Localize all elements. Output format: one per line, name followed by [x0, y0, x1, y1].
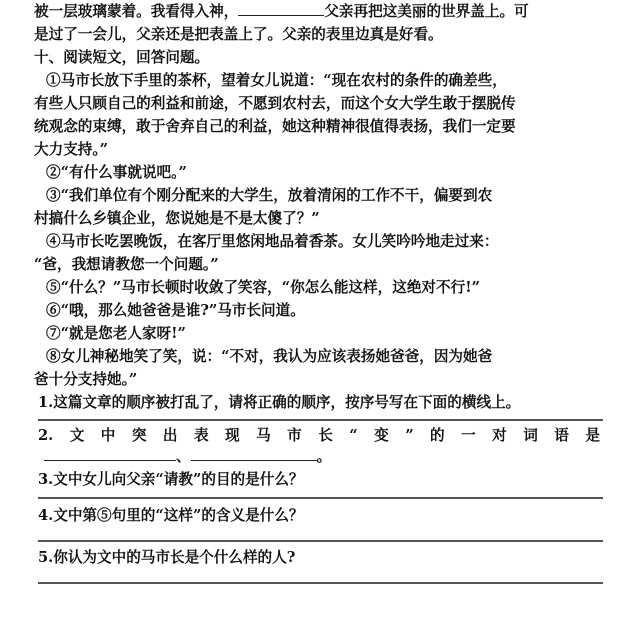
question-2-char: 是: [585, 427, 600, 444]
paragraph-3-line-1: ③“我们单位有个刚分配来的大学生，放着清闲的工作不干，偏要到农: [46, 187, 493, 204]
paragraph-8-line-1: ⑧女儿神秘地笑了笑，说：“不对，我认为应该表扬她爸爸，因为她爸: [46, 348, 493, 365]
text-line-2: 是过了一会儿，父亲还是把表盖上了。父亲的表里边真是好看。: [34, 26, 443, 43]
question-2-char: 突: [131, 427, 147, 444]
answer-line-5[interactable]: [38, 582, 603, 584]
question-2-char: “: [349, 427, 358, 444]
paragraph-5: ⑤“什么？”马市长顿时收敛了笑容，“你怎么能这样，这绝对不行!”: [46, 279, 481, 296]
paragraph-7: ⑦“就是您老人家呀!”: [46, 325, 186, 342]
question-2-char: 词: [523, 427, 538, 444]
paragraph-2: ②“有什么事就说吧。”: [46, 164, 187, 181]
paragraph-1-line-1: ①马市长放下手里的茶杯，望着女儿说道：“现在农村的条件的确差些，: [46, 72, 507, 89]
paragraph-3-line-2: 村搞什么乡镇企业，您说她是不是太傻了？”: [34, 210, 320, 227]
answer-line-1[interactable]: [38, 419, 603, 421]
question-2-char: 变: [374, 427, 389, 444]
paragraph-1-line-2: 有些人只顾自己的利益和前途，不愿到农村去，而这个女大学生敢于摆脱传: [34, 95, 516, 112]
question-2-char: 现: [225, 427, 240, 444]
question-3: 3.文中女儿向父亲“请教”的目的是什么？: [38, 471, 304, 488]
answer-blank-2b[interactable]: [191, 446, 317, 461]
question-2-char: 表: [193, 427, 209, 444]
question-5: 5.你认为文中的马市长是个什么样的人?: [38, 549, 296, 566]
question-2-char: 的: [430, 427, 445, 444]
question-2-char: 中: [100, 427, 116, 444]
question-4: 4.文中第⑤句里的“这样”的含义是什么？: [38, 507, 304, 524]
text-line-1-part-b: 父亲再把这美丽的世界盖上。可: [324, 3, 529, 20]
text-line-1: [0, 0, 640, 24]
paragraph-4-line-2: “爸，我想请教您一个问题。”: [34, 256, 219, 273]
paragraph-4-line-1: ④马市长吃罢晚饭，在客厅里悠闲地品着香茶。女儿笑吟吟地走过来：: [46, 233, 499, 250]
question-2-end: 。: [316, 448, 332, 465]
answer-blank-2a[interactable]: [44, 446, 176, 461]
answer-line-4[interactable]: [38, 540, 603, 542]
question-2-char: 马: [256, 427, 271, 444]
text-line-1-part-a: 被一层玻璃蒙着。我看得入神，: [34, 3, 239, 20]
question-1: 1.这篇文章的顺序被打乱了，请将正确的顺序，按序号写在下面的横线上。: [38, 394, 521, 411]
question-2-char: 市: [287, 427, 302, 444]
paragraph-1-line-4: 大力支持。”: [34, 141, 109, 158]
paragraph-1-line-3: 统观念的束缚，敢于舍弃自己的利益，她这种精神很值得表扬，我们一定要: [34, 118, 516, 135]
question-2-char: 长: [318, 427, 333, 444]
section-heading: 十、阅读短文，回答问题。: [34, 49, 210, 66]
question-2-char: 2.: [38, 427, 54, 444]
question-2-char: 对: [492, 427, 507, 444]
question-2-char: 出: [162, 427, 178, 444]
question-2-char: 语: [554, 427, 569, 444]
question-2-char: ”: [405, 427, 414, 444]
answer-line-3[interactable]: [38, 497, 603, 499]
fill-blank-inline[interactable]: [238, 1, 324, 16]
paragraph-6: ⑥“哦，那么她爸爸是谁?”马市长问道。: [46, 302, 305, 319]
question-2-blanks: [0, 445, 640, 469]
paragraph-8-line-2: 爸十分支持她。”: [34, 371, 138, 388]
question-2-separator: 、: [176, 448, 191, 465]
question-2-char: 文: [69, 427, 85, 444]
question-2-char: 一: [461, 427, 476, 444]
